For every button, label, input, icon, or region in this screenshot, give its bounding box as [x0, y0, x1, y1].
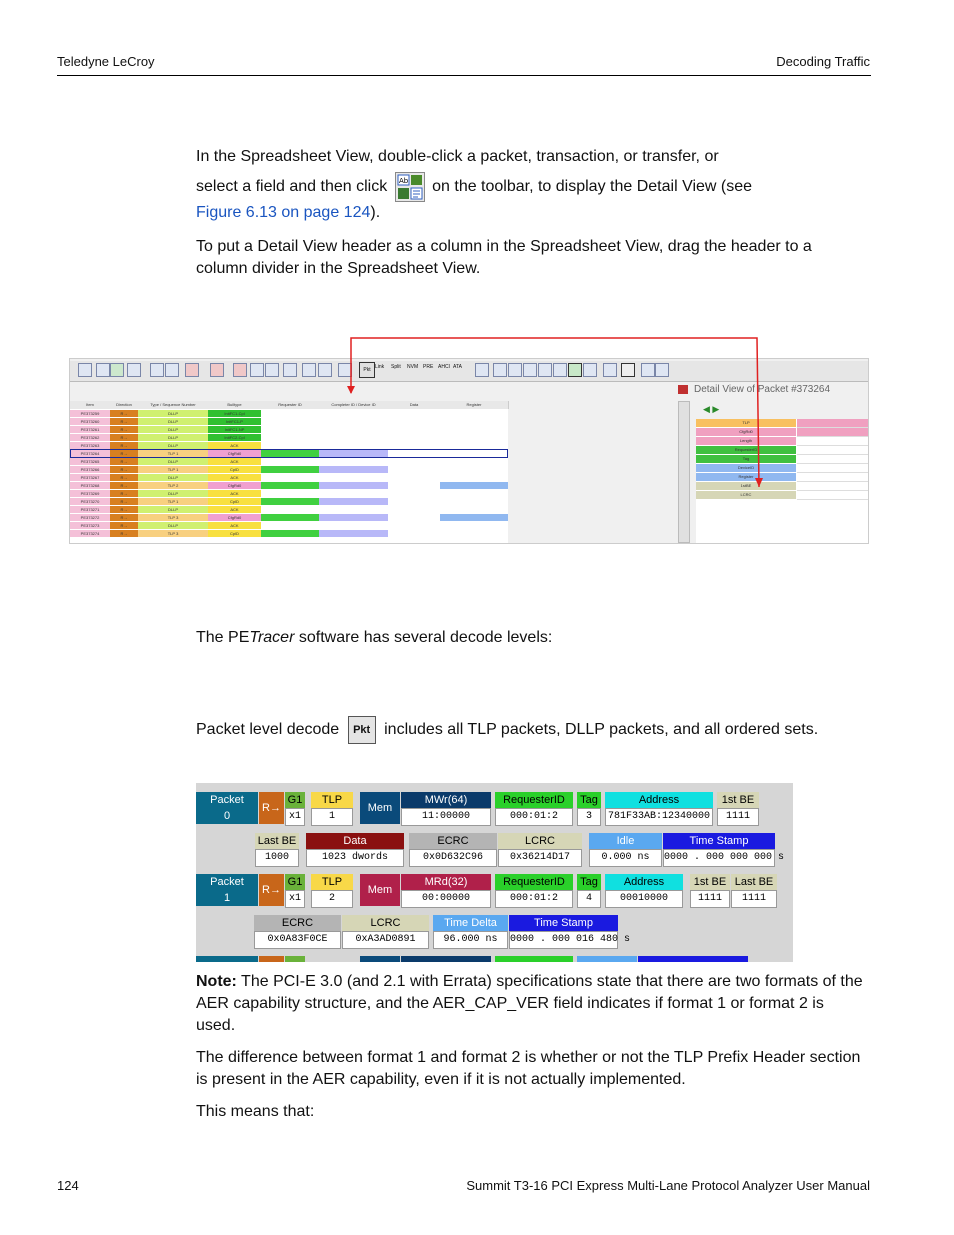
column-header[interactable]: Item — [70, 401, 111, 409]
first-be-value: 1111 — [690, 890, 730, 908]
requester-header: RequesterID — [495, 874, 573, 890]
pre-toolbar-button[interactable]: PRE — [423, 364, 434, 370]
table-cell: R→ — [110, 490, 138, 497]
requester-value: 000:01:2 — [495, 808, 573, 826]
direction-field: R→ — [259, 874, 284, 906]
paragraph-drag: To put a Detail View header as a column in the Spreadsheet View, drag the header to a column divider in the Spreadsheet View. — [196, 238, 812, 277]
column-header[interactable]: Register — [440, 401, 509, 409]
ecrc-header: ECRC — [254, 915, 341, 931]
idle-header: Idle — [589, 833, 662, 849]
last-be-value: 1000 — [255, 849, 299, 867]
direction-field: R→ — [259, 792, 284, 824]
requester-value: 000:01:2 — [495, 890, 573, 908]
mwr-header: MWr(64) — [401, 792, 491, 808]
table-cell: DLLP — [138, 442, 208, 449]
detail-field[interactable]: Tag — [696, 455, 796, 464]
table-cell: PE373268 — [70, 482, 110, 489]
column-header[interactable]: Type / Sequence Number — [138, 401, 209, 409]
lcrc-value: 0xA3AD0891 — [342, 931, 429, 949]
table-cell: TLP 2 — [138, 482, 208, 489]
packet-header: Packet — [196, 792, 258, 808]
table-cell: DLLP — [138, 418, 208, 425]
table-cell: CplD — [208, 466, 261, 473]
table-cell: R→ — [110, 514, 138, 521]
last-be-value: 1111 — [731, 890, 777, 908]
table-cell: ACK — [208, 522, 261, 529]
link-toolbar-button[interactable]: Link — [375, 364, 385, 370]
column-header[interactable]: Requester ID — [261, 401, 320, 409]
split-toolbar-button[interactable]: Split — [391, 364, 401, 370]
column-header[interactable]: Direction — [110, 401, 139, 409]
pkt-icon: Pkt — [348, 716, 376, 744]
direction-field-cut — [259, 956, 284, 962]
detail-nav-arrows-icon[interactable]: ◀ ▶ — [703, 404, 720, 414]
tag-header: Tag — [577, 792, 601, 808]
packet-view-screenshot — [196, 783, 793, 962]
paragraph-text: select a field and then click — [196, 178, 388, 196]
table-cell: ACK — [208, 490, 261, 497]
table-cell: PE373274 — [70, 530, 110, 537]
ecrc-value: 0x0A83F0CE — [254, 931, 341, 949]
last-be-header: Last BE — [255, 833, 299, 849]
address-header: Address — [605, 874, 683, 890]
time-delta-value: 96.000 ns — [433, 931, 508, 949]
table-cell: CfgRd0 — [208, 514, 261, 521]
field-cut — [401, 956, 491, 962]
table-cell: PE373272 — [70, 514, 110, 521]
table-cell: InitFC1-P — [208, 418, 261, 425]
lcrc-header: LCRC — [342, 915, 429, 931]
table-cell: PE373262 — [70, 434, 110, 441]
table-cell: DLLP — [138, 522, 208, 529]
field-cut — [577, 956, 637, 962]
footer-page-number: 124 — [57, 1178, 79, 1193]
table-cell: R→ — [110, 426, 138, 433]
table-cell: R→ — [110, 482, 138, 489]
table-cell: R→ — [110, 410, 138, 417]
table-cell: DLLP — [138, 426, 208, 433]
address-header: Address — [605, 792, 713, 808]
table-cell: R→ — [110, 466, 138, 473]
table-cell: PE373265 — [70, 458, 110, 465]
table-cell: R→ — [110, 530, 138, 537]
table-cell: R→ — [110, 450, 138, 457]
detail-view-title: Detail View of Packet #373264 — [678, 384, 868, 398]
column-header[interactable]: Data — [388, 401, 441, 409]
paragraph-text: ). — [370, 204, 381, 221]
pkt-toolbar-button[interactable]: Pkt — [359, 362, 375, 378]
last-be-header: Last BE — [731, 874, 777, 890]
table-cell: DLLP — [138, 410, 208, 417]
table-cell: PE373273 — [70, 522, 110, 529]
ecrc-value: 0x0D632C96 — [409, 849, 497, 867]
table-cell: DLLP — [138, 506, 208, 513]
table-cell: PE373271 — [70, 506, 110, 513]
gen-header: G1 — [285, 792, 305, 808]
paragraph-intro: In the Spreadsheet View, double-click a packet, transaction, or transfer, or — [196, 148, 719, 165]
packet-number: 1 — [196, 890, 258, 906]
data-value: 1023 dwords — [306, 849, 404, 867]
tlp-header: TLP — [311, 792, 353, 808]
packet-header-cut — [196, 956, 258, 962]
packet-number: 0 — [196, 808, 258, 824]
table-cell: ACK — [208, 458, 261, 465]
packet-header: Packet — [196, 874, 258, 890]
ecrc-header: ECRC — [409, 833, 497, 849]
timestamp-value: 0000 . 000 016 480 s — [509, 931, 618, 949]
tag-value: 3 — [577, 808, 601, 826]
mem-field-cut — [360, 956, 400, 962]
footer-title: Summit T3-16 PCI Express Multi-Lane Protocol Analyzer User Manual — [466, 1178, 870, 1193]
detail-field[interactable]: TLP — [696, 419, 796, 428]
table-cell: InitFC2-Cpl — [208, 434, 261, 441]
table-cell: PE373267 — [70, 474, 110, 481]
detail-field[interactable]: CfgRd0 — [696, 428, 796, 437]
address-value: 781F33AB:12340000 — [605, 808, 713, 826]
detail-field[interactable]: Register — [696, 473, 796, 482]
mrd-value: 00:00000 — [401, 890, 491, 908]
tlp-header: TLP — [311, 874, 353, 890]
table-cell: R→ — [110, 498, 138, 505]
timestamp-header: Time Stamp — [663, 833, 775, 849]
detail-field[interactable]: Length — [696, 437, 796, 446]
table-cell: PE373269 — [70, 490, 110, 497]
ata-toolbar-button[interactable]: ATA — [453, 364, 462, 370]
data-header: Data — [306, 833, 404, 849]
paragraph-decode-levels: The PETracer software has several decode levels: — [196, 629, 553, 646]
column-header[interactable]: Builtype — [208, 401, 262, 409]
table-cell: PE373259 — [70, 410, 110, 417]
first-be-header: 1st BE — [690, 874, 730, 890]
table-cell: PE373261 — [70, 426, 110, 433]
idle-value: 0.000 ns — [589, 849, 662, 867]
nvm-toolbar-button[interactable]: NVM — [407, 364, 419, 370]
table-cell: CplD — [208, 498, 261, 505]
table-cell: PE373260 — [70, 418, 110, 425]
paragraph-this-means: This means that: — [196, 1103, 315, 1120]
detail-field[interactable]: 1stBE — [696, 482, 796, 491]
table-cell: R→ — [110, 442, 138, 449]
table-cell: DLLP — [138, 474, 208, 481]
tlp-value: 2 — [311, 890, 353, 908]
gen-header-cut — [285, 956, 305, 962]
lcrc-value: 0x36214D17 — [498, 849, 582, 867]
table-cell: DLLP — [138, 458, 208, 465]
first-be-value: 1111 — [717, 808, 759, 826]
table-cell: R→ — [110, 458, 138, 465]
gen-value: x1 — [285, 890, 305, 908]
detail-field[interactable]: LCRC — [696, 491, 796, 500]
table-cell: InitFC1-NP — [208, 426, 261, 433]
table-cell: CfgRd0 — [208, 482, 261, 489]
table-cell: PE373264 — [70, 450, 110, 457]
table-cell: InitFC1-Cpl — [208, 410, 261, 417]
table-cell: TLP 3 — [138, 530, 208, 537]
table-cell: ACK — [208, 442, 261, 449]
table-cell: R→ — [110, 434, 138, 441]
tag-header: Tag — [577, 874, 601, 890]
header-left: Teledyne LeCroy — [57, 54, 155, 69]
table-cell: TLP 1 — [138, 466, 208, 473]
header-right: Decoding Traffic — [776, 54, 870, 69]
lcrc-header: LCRC — [498, 833, 582, 849]
table-cell: PE373270 — [70, 498, 110, 505]
tlp-value: 1 — [311, 808, 353, 826]
gen-value: x1 — [285, 808, 305, 826]
requester-header: RequesterID — [495, 792, 573, 808]
detail-field[interactable]: RequesterID — [696, 446, 796, 455]
field-cut — [638, 956, 748, 962]
mwr-value: 11:00000 — [401, 808, 491, 826]
column-header[interactable]: Completer ID / Device ID — [319, 401, 389, 409]
paragraph-packet-level: Packet level decode Pkt includes all TLP packets, DLLP packets, and all ordered sets. — [196, 716, 864, 744]
mrd-header: MRd(32) — [401, 874, 491, 890]
mem-field: Mem — [360, 874, 400, 906]
ahci-toolbar-button[interactable]: AHCI — [438, 364, 450, 370]
table-cell: PE373263 — [70, 442, 110, 449]
table-cell: PE373266 — [70, 466, 110, 473]
table-cell: CplD — [208, 530, 261, 537]
timestamp-value: 0000 . 000 000 000 s — [663, 849, 775, 867]
first-be-header: 1st BE — [717, 792, 759, 808]
address-value: 00010000 — [605, 890, 683, 908]
table-cell: CfgRd0 — [208, 450, 261, 457]
timestamp-header: Time Stamp — [509, 915, 618, 931]
field-cut — [495, 956, 573, 962]
note-paragraph: Note: The PCI-E 3.0 (and 2.1 with Errata) specifications state that there are two formats of the AER capability structure, and the AER_CAP_VER field indicates if format 1 or format 2 is used. — [196, 973, 863, 1034]
figure-link[interactable]: Figure 6.13 on page 124 — [196, 204, 371, 221]
table-cell: R→ — [110, 474, 138, 481]
table-cell: TLP 3 — [138, 514, 208, 521]
svg-text:Ab: Ab — [398, 177, 408, 185]
table-cell: TLP 1 — [138, 450, 208, 457]
mem-field: Mem — [360, 792, 400, 824]
table-cell: R→ — [110, 506, 138, 513]
gen-header: G1 — [285, 874, 305, 890]
table-cell: R→ — [110, 418, 138, 425]
time-delta-header: Time Delta — [433, 915, 508, 931]
table-cell: DLLP — [138, 434, 208, 441]
table-cell: DLLP — [138, 490, 208, 497]
table-cell: ACK — [208, 506, 261, 513]
tag-value: 4 — [577, 890, 601, 908]
paragraph-text: on the toolbar, to display the Detail View (see — [432, 178, 753, 196]
table-cell: R→ — [110, 522, 138, 529]
table-cell: ACK — [208, 474, 261, 481]
detail-field[interactable]: DeviceID — [696, 464, 796, 473]
table-cell: TLP 1 — [138, 498, 208, 505]
paragraph-format-difference: The difference between format 1 and format 2 is whether or not the TLP Prefix Header section is present in the AER capability, even if it is not actually implemented. — [196, 1049, 861, 1088]
